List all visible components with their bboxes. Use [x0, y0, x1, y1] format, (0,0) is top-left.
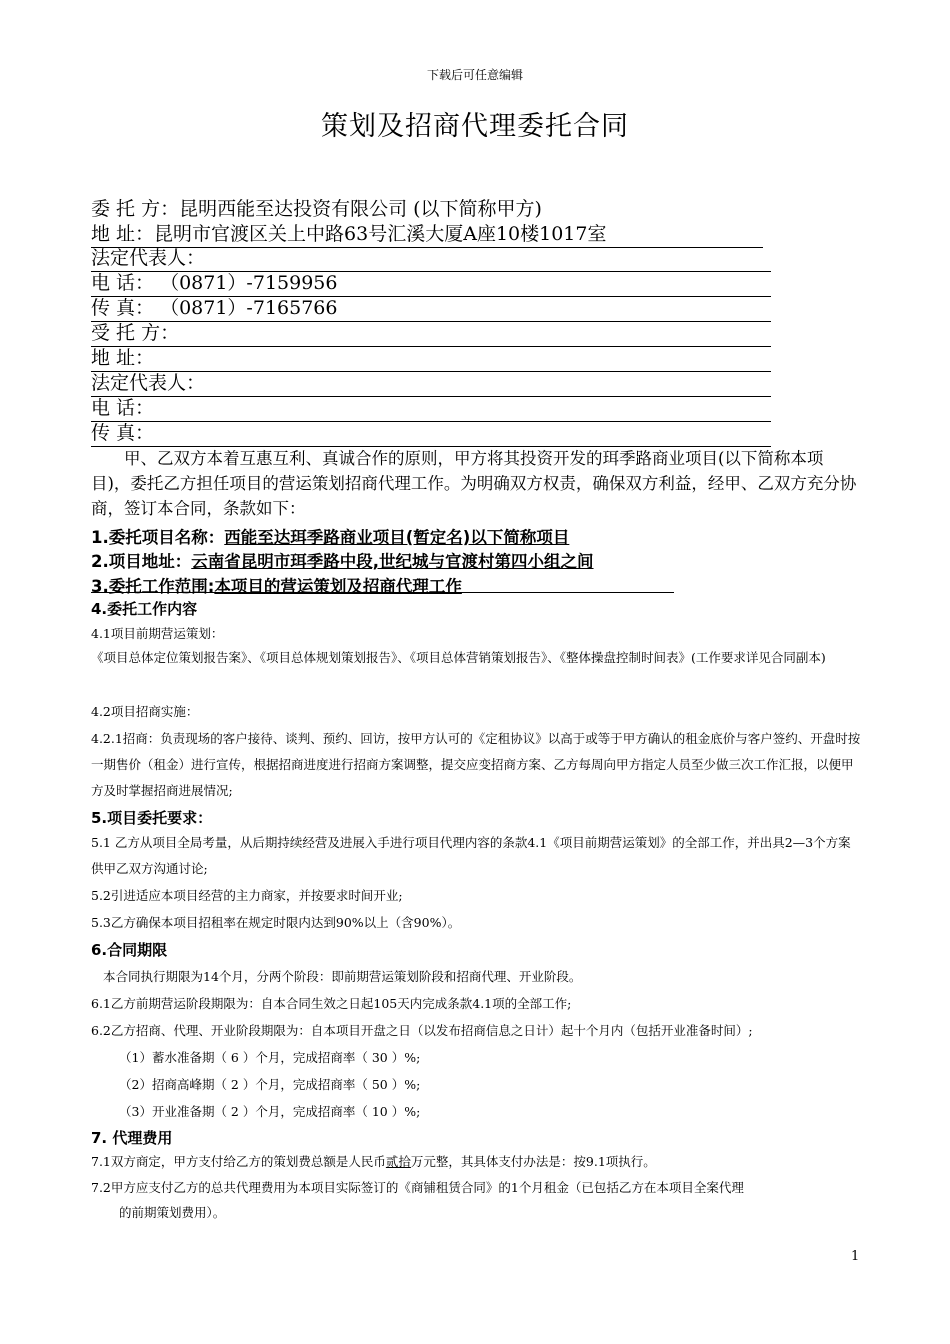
- page-number: 1: [851, 1249, 860, 1264]
- agent-phone: 电 话：: [91, 396, 771, 422]
- section-2-value: 云南省昆明市珥季路中段,世纪城与官渡村第四小组之间: [191, 552, 594, 571]
- section-6-intro: 本合同执行期限为14个月，分两个阶段：即前期营运策划阶段和招商代理、开业阶段。: [103, 969, 582, 984]
- section-7-2-cont: 的前期策划费用）。: [119, 1205, 226, 1220]
- page-title: 策划及招商代理委托合同: [321, 111, 629, 142]
- section-1: [91, 524, 569, 548]
- section-5-1: 5.1 乙方从项目全局考量，从后期持续经营及进展入手进行项目代理内容的条款4.1《项目前期营运策划》的全部工作，并出具2—3个方案供甲乙双方沟通讨论;: [91, 835, 851, 876]
- section-1-value: 西能至达珥季路商业项目(暂定名)以下简称项目: [224, 528, 570, 547]
- section-4-2-1: 4.2.1招商：负责现场的客户接待、谈判、预约、回访，按甲方认可的《定租协议》以高于或等于甲方确认的租金底价与客户签约、开盘时按一期售价（租金）进行宣传，根据招商进度进行招商方案调整，提交应变招商方案、乙方每周向甲方指定人员至少做三次工作汇报，以便甲方及时掌握招商进展情况;: [91, 731, 861, 798]
- section-7-2: 7.2甲方应支付乙方的总共代理费用为本项目实际签订的《商铺租赁合同》的1个月租金（已包括乙方在本项目全案代理: [91, 1180, 744, 1195]
- client-rep: 法定代表人：: [91, 246, 771, 272]
- header-note: 下载后可任意编辑: [426, 68, 523, 82]
- section-2-label: 2.项目地址：: [91, 552, 192, 571]
- section-6-1: 6.1乙方前期营运阶段期限为：自本合同生效之日起105天内完成条款4.1项的全部工作;: [91, 996, 572, 1011]
- section-5-2: 5.2引进适应本项目经营的主力商家，并按要求时间开业;: [91, 888, 403, 903]
- section-6-title: 6.合同期限: [91, 941, 168, 959]
- section-7-title: 7. 代理费用: [91, 1129, 173, 1147]
- section-1-label: 1.委托项目名称：: [91, 528, 225, 547]
- section-7-1-post: 万元整，其具体支付办法是：按9.1项执行。: [410, 1154, 656, 1169]
- client-fax: 传 真： （0871）-7165766: [91, 296, 771, 322]
- client-phone: 电 话： （0871）-7159956: [91, 271, 771, 297]
- section-6-2-a: （1）蓄水准备期（ 6 ）个月，完成招商率（ 30 ）%;: [119, 1050, 421, 1065]
- section-2: [91, 548, 594, 572]
- section-5-title: 5.项目委托要求：: [91, 809, 213, 827]
- agent-rep: 法定代表人：: [91, 371, 771, 397]
- section-5-3: 5.3乙方确保本项目招租率在规定时限内达到90%以上（含90%）。: [91, 915, 461, 930]
- section-3-value: 本项目的营运策划及招商代理工作: [214, 577, 462, 596]
- agent-address: 地 址：: [91, 346, 771, 372]
- section-4-1-detail: 《项目总体定位策划报告案》、《项目总体规划策划报告》、《项目总体营销策划报告》、《整体操盘控制时间表》(工作要求详见合同副本): [91, 650, 826, 665]
- section-3: [91, 573, 462, 597]
- section-6-2-b: （2）招商高峰期（ 2 ）个月，完成招商率（ 50 ）%;: [119, 1077, 421, 1092]
- section-7-1-pre: 7.1双方商定，甲方支付给乙方的策划费总额是人民币: [91, 1154, 386, 1169]
- section-7-1: [91, 1149, 656, 1174]
- section-6-2: 6.2乙方招商、代理、开业阶段期限为：自本项目开盘之日（以发布招商信息之日计）起十个月内（包括开业准备时间）;: [91, 1023, 753, 1038]
- section-4-2: 4.2项目招商实施：: [91, 704, 199, 719]
- section-3-underline: [91, 592, 674, 593]
- section-3-label: 3.委托工作范围:: [91, 577, 215, 596]
- client-address: 地 址：昆明市官渡区关上中路63号汇溪大厦A座10楼1017室: [91, 222, 763, 248]
- client-line: 委 托 方：昆明西能至达投资有限公司 (以下简称甲方): [91, 198, 542, 220]
- agent-line: 受 托 方：: [91, 321, 771, 347]
- section-4-title: 4.委托工作内容: [91, 600, 198, 618]
- section-4-1: 4.1项目前期营运策划：: [91, 626, 224, 641]
- section-7-1-amount: 贰拾: [385, 1154, 411, 1169]
- agent-fax: 传 真：: [91, 421, 771, 447]
- section-6-2-c: （3）开业准备期（ 2 ）个月，完成招商率（ 10 ）%;: [119, 1104, 421, 1119]
- intro-paragraph: 甲、乙双方本着互惠互利、真诚合作的原则，甲方将其投资开发的珥季路商业项目(以下简称本项目)，委托乙方担任项目的营运策划招商代理工作。为明确双方权责，确保双方利益，经甲、乙双方充分协商，签订本合同，条款如下：: [91, 449, 857, 518]
